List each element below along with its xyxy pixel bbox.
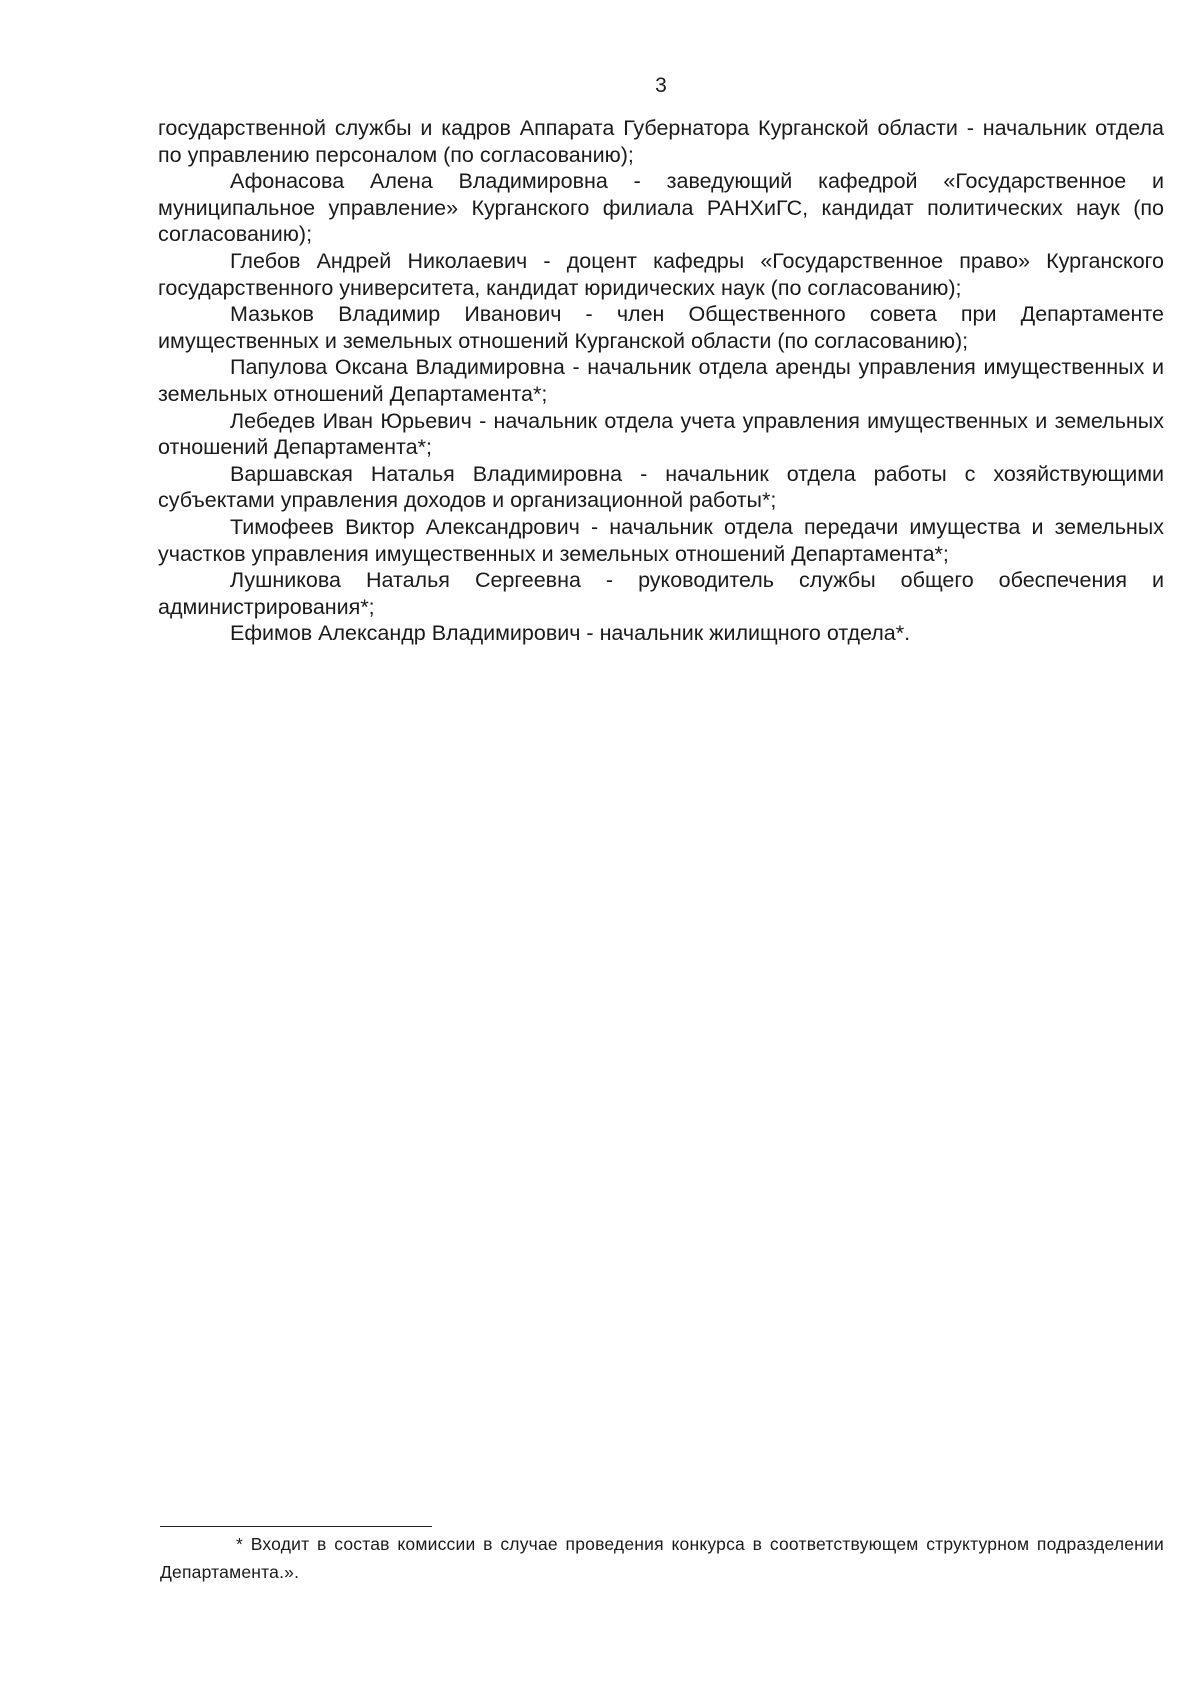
list-item-varshavskaya: Варшавская Наталья Владимировна - начальник отдела работы с хозяйствующими субъектами управления доходов и организационной работы*;: [158, 461, 1164, 513]
list-item-lushnikova: Лушникова Наталья Сергеевна - руководитель службы общего обеспечения и администрирования*;: [158, 568, 1164, 619]
list-item-afonasova: Афонасова Алена Владимировна - заведующий кафедрой «Государственное и муниципальное управление» Курганского филиала РАНХиГС, кандидат политических наук (по согласованию);: [158, 169, 1164, 247]
list-item-efimov: Ефимов Александр Владимирович - начальник жилищного отдела*.: [230, 621, 911, 646]
commission-member-list: [158, 115, 1164, 647]
footnote-text: * Входит в состав комиссии в случае проведения конкурса в соответствующем структурном подразделении Департамента.».: [160, 1534, 1164, 1582]
list-item-continuation: государственной службы и кадров Аппарата Губернатора Курганской области - начальник отдела по управлению персоналом (по согласованию);: [158, 116, 1164, 167]
list-item-timofeev: Тимофеев Виктор Александрович - начальник отдела передачи имущества и земельных участков управления имущественных и земельных отношений Департамента*;: [158, 514, 1164, 566]
list-item-lebedev: Лебедев Иван Юрьевич - начальник отдела учета управления имущественных и земельных отношений Департамента*;: [158, 408, 1164, 460]
list-item-mazkov: Мазьков Владимир Иванович - член Общественного совета при Департаменте имущественных и земельных отношений Курганской области (по согласованию);: [158, 302, 1164, 353]
list-item-glebov: Глебов Андрей Николаевич - доцент кафедры «Государственное право» Курганского государственного университета, кандидат юридических наук (по согласованию);: [158, 248, 1164, 300]
page-number: 3: [655, 74, 667, 97]
footnote: [160, 1530, 1164, 1586]
list-item-papulova: Папулова Оксана Владимировна - начальник отдела аренды управления имущественных и земельных отношений Департамента*;: [158, 355, 1164, 406]
footnote-divider: [160, 1526, 432, 1527]
